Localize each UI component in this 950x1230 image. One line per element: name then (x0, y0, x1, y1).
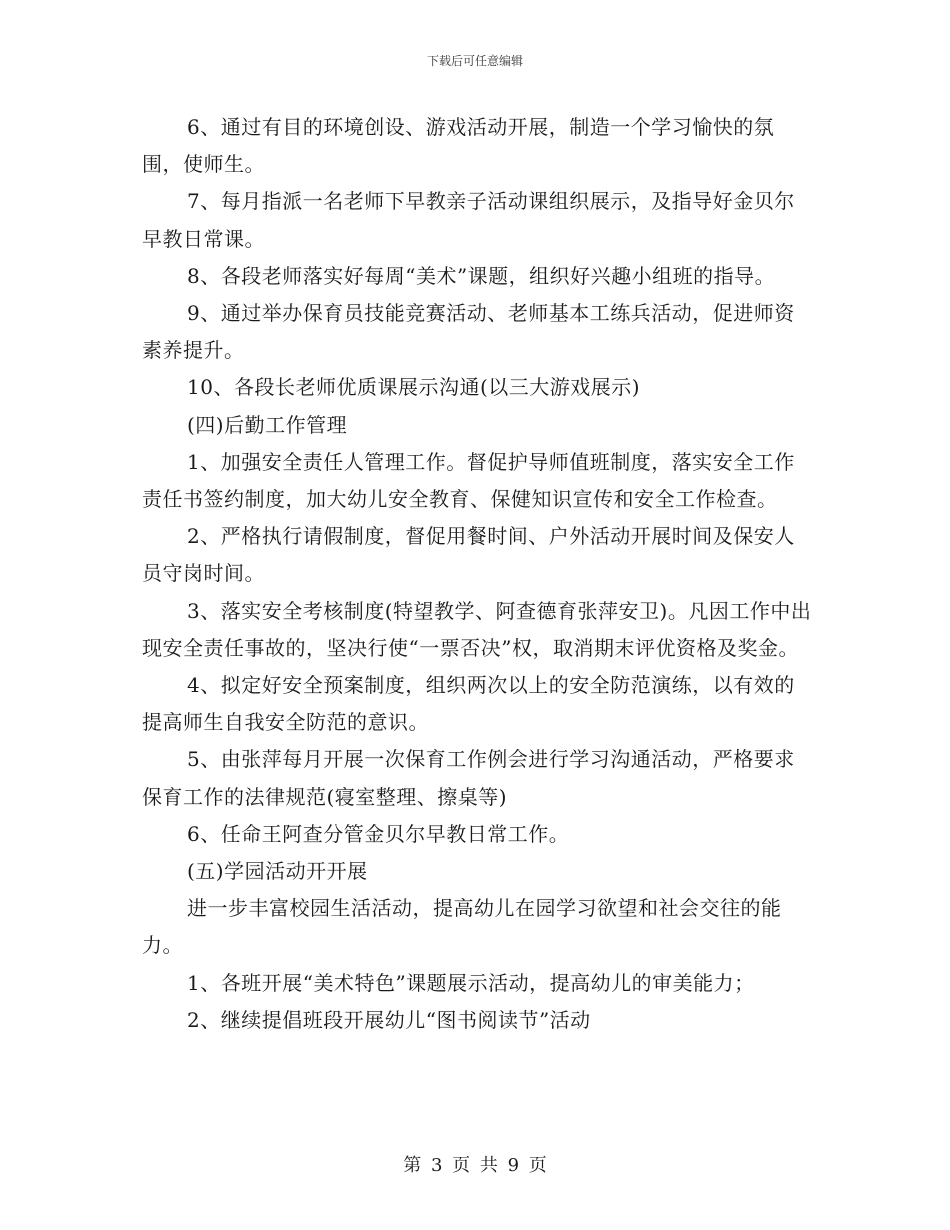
paragraph: 1、各班开展“美术特色”课题展示活动，提高幼儿的审美能力； (187, 970, 755, 995)
paragraph: 2、继续提倡班段开展幼儿“图书阅读节”活动 (187, 1007, 591, 1032)
paragraph: 10、各段长老师优质课展示沟通(以三大游戏展示) (187, 375, 641, 400)
paragraph: 6、通过有目的环境创设、游戏活动开展，制造一个学习愉快的氛围，使师生。 (142, 115, 775, 177)
paragraph: 1、加强安全责任人管理工作。督促护导师值班制度，落实安全工作责任书签约制度，加大幼儿安全教育、保健知识宣传和安全工作检查。 (142, 449, 795, 512)
paragraph: 6、任命王阿查分管金贝尔早教日常工作。 (187, 821, 570, 846)
paragraph: 8、各段老师落实好每周“美术”课题，组织好兴趣小组班的指导。 (187, 263, 776, 288)
section-heading: (五)学园活动开开展 (187, 859, 368, 884)
paragraph: 5、由张萍每月开展一次保育工作例会进行学习沟通活动，严格要求保育工作的法律规范(寝室整理、擦桌等) (142, 747, 795, 809)
section-heading: (四)后勤工作管理 (187, 412, 348, 437)
footer-suffix: 页 (528, 1155, 547, 1176)
paragraph: 3、落实安全考核制度(特望教学、阿查德育张萍安卫)。凡因工作中出现安全责任事故的，坚决行使“一票否决”权，取消期末评优资格及奖金。 (142, 598, 812, 660)
current-page-number: 3 (430, 1155, 443, 1176)
page-number-footer (0, 1154, 950, 1178)
paragraph: 进一步丰富校园生活活动，提高幼儿在园学习欲望和社会交往的能力。 (142, 896, 782, 958)
footer-total-word: 共 (479, 1155, 498, 1176)
total-page-count: 9 (507, 1155, 520, 1176)
document-body (142, 109, 814, 1039)
page-header-note: 下载后可任意编辑 (426, 54, 523, 68)
paragraph: 4、拟定好安全预案制度，组织两次以上的安全防范演练，以有效的提高师生自我安全防范的意识。 (142, 673, 795, 735)
footer-page-word: 页 (452, 1155, 471, 1176)
footer-prefix: 第 (403, 1155, 422, 1176)
paragraph: 9、通过举办保育员技能竞赛活动、老师基本工练兵活动，促进师资素养提升。 (142, 301, 795, 363)
paragraph: 2、严格执行请假制度，督促用餐时间、户外活动开展时间及保安人员守岗时间。 (142, 524, 795, 586)
paragraph: 7、每月指派一名老师下早教亲子活动课组织展示，及指导好金贝尔早教日常课。 (142, 189, 795, 251)
